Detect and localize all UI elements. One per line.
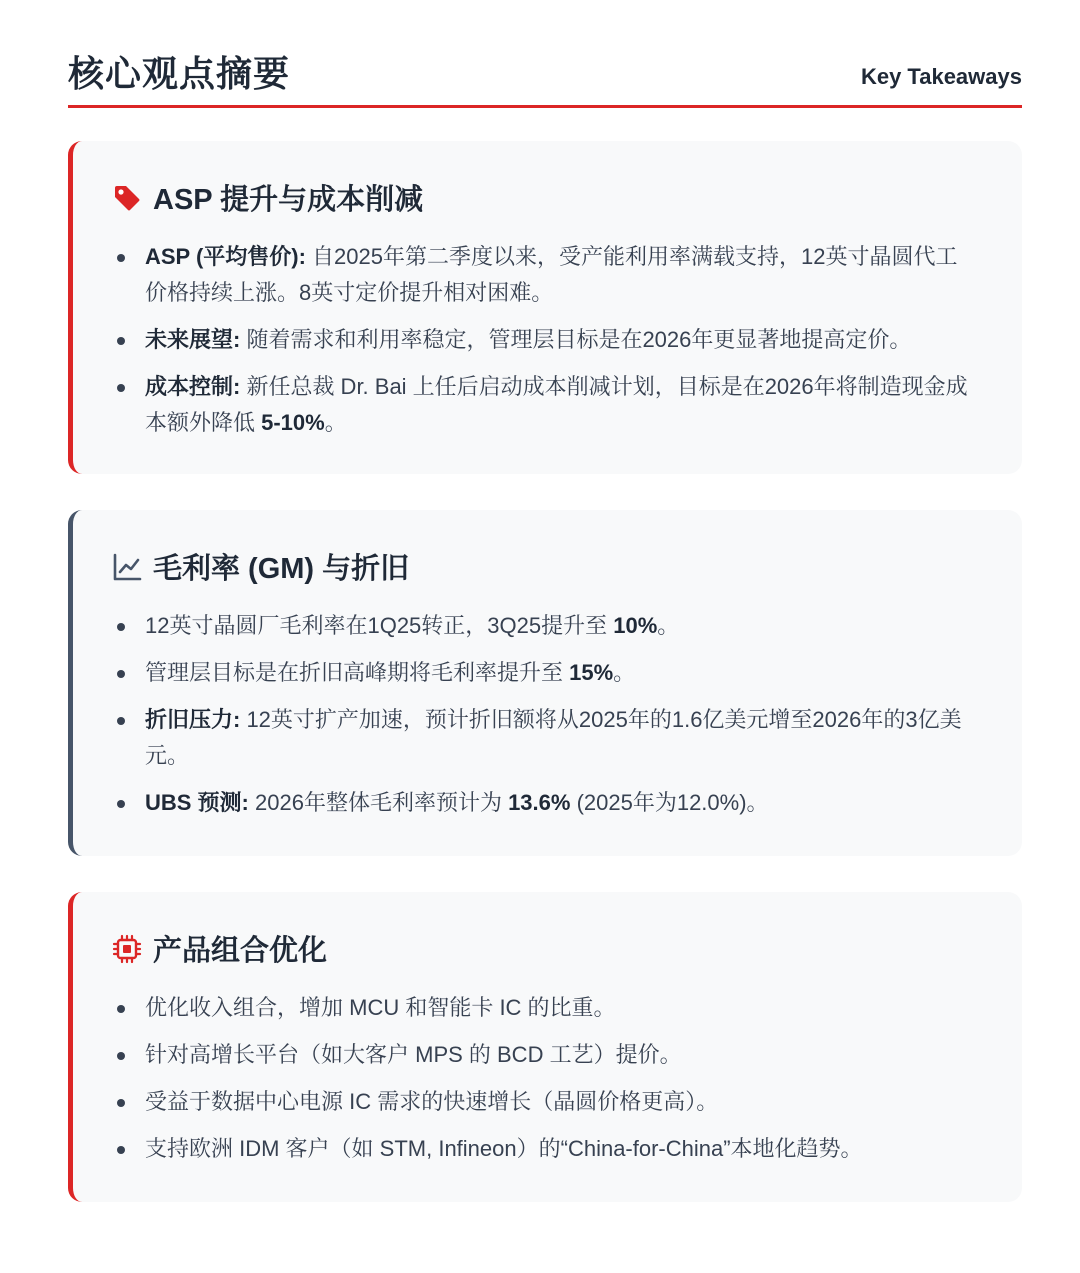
page-header (68, 38, 1022, 108)
list-item: UBS 预测: 2026年整体毛利率预计为 13.6% (2025年为12.0%)。 (111, 785, 971, 821)
section-card-gm (68, 510, 1022, 856)
line-chart-icon (111, 551, 143, 583)
list-item: 管理层目标是在折旧高峰期将毛利率提升至 15%。 (111, 655, 971, 691)
section-header (111, 928, 327, 969)
section-header (111, 177, 423, 218)
list-item: 受益于数据中心电源 IC 需求的快速增长（晶圆价格更高）。 (111, 1084, 971, 1120)
tag-icon (111, 182, 143, 214)
list-item: 折旧压力: 12英寸扩产加速，预计折旧额将从2025年的1.6亿美元增至2026年的3亿美元。 (111, 702, 971, 774)
section-title: 产品组合优化 (153, 935, 328, 967)
section-title: 毛利率 (GM) 与折旧 (153, 553, 410, 585)
list-item: 针对高增长平台（如大客户 MPS 的 BCD 工艺）提价。 (111, 1037, 971, 1073)
chip-icon (111, 933, 143, 965)
bullet-list (111, 239, 971, 452)
bullet-list (111, 608, 971, 832)
list-item: ASP (平均售价): 自2025年第二季度以来，受产能利用率满载支持，12英寸晶圆代工价格持续上涨。8英寸定价提升相对困难。 (111, 239, 971, 311)
list-item: 成本控制: 新任总裁 Dr. Bai 上任后启动成本削减计划，目标是在2026年将制造现金成本额外降低 5-10%。 (111, 369, 971, 441)
section-card-asp (68, 141, 1022, 474)
list-item: 优化收入组合，增加 MCU 和智能卡 IC 的比重。 (111, 990, 971, 1026)
list-item: 支持欧洲 IDM 客户（如 STM, Infineon）的“China-for-China”本地化趋势。 (111, 1131, 971, 1167)
list-item: 未来展望: 随着需求和利用率稳定，管理层目标是在2026年更显著地提高定价。 (111, 322, 971, 358)
page-title: 核心观点摘要 (68, 53, 291, 94)
section-title: ASP 提升与成本削减 (153, 184, 424, 216)
list-item: 12英寸晶圆厂毛利率在1Q25转正，3Q25提升至 10%。 (111, 608, 971, 644)
section-card-product-mix (68, 892, 1022, 1202)
bullet-list (111, 990, 971, 1178)
page-subtitle: Key Takeaways (860, 64, 1022, 89)
section-header (111, 546, 409, 587)
